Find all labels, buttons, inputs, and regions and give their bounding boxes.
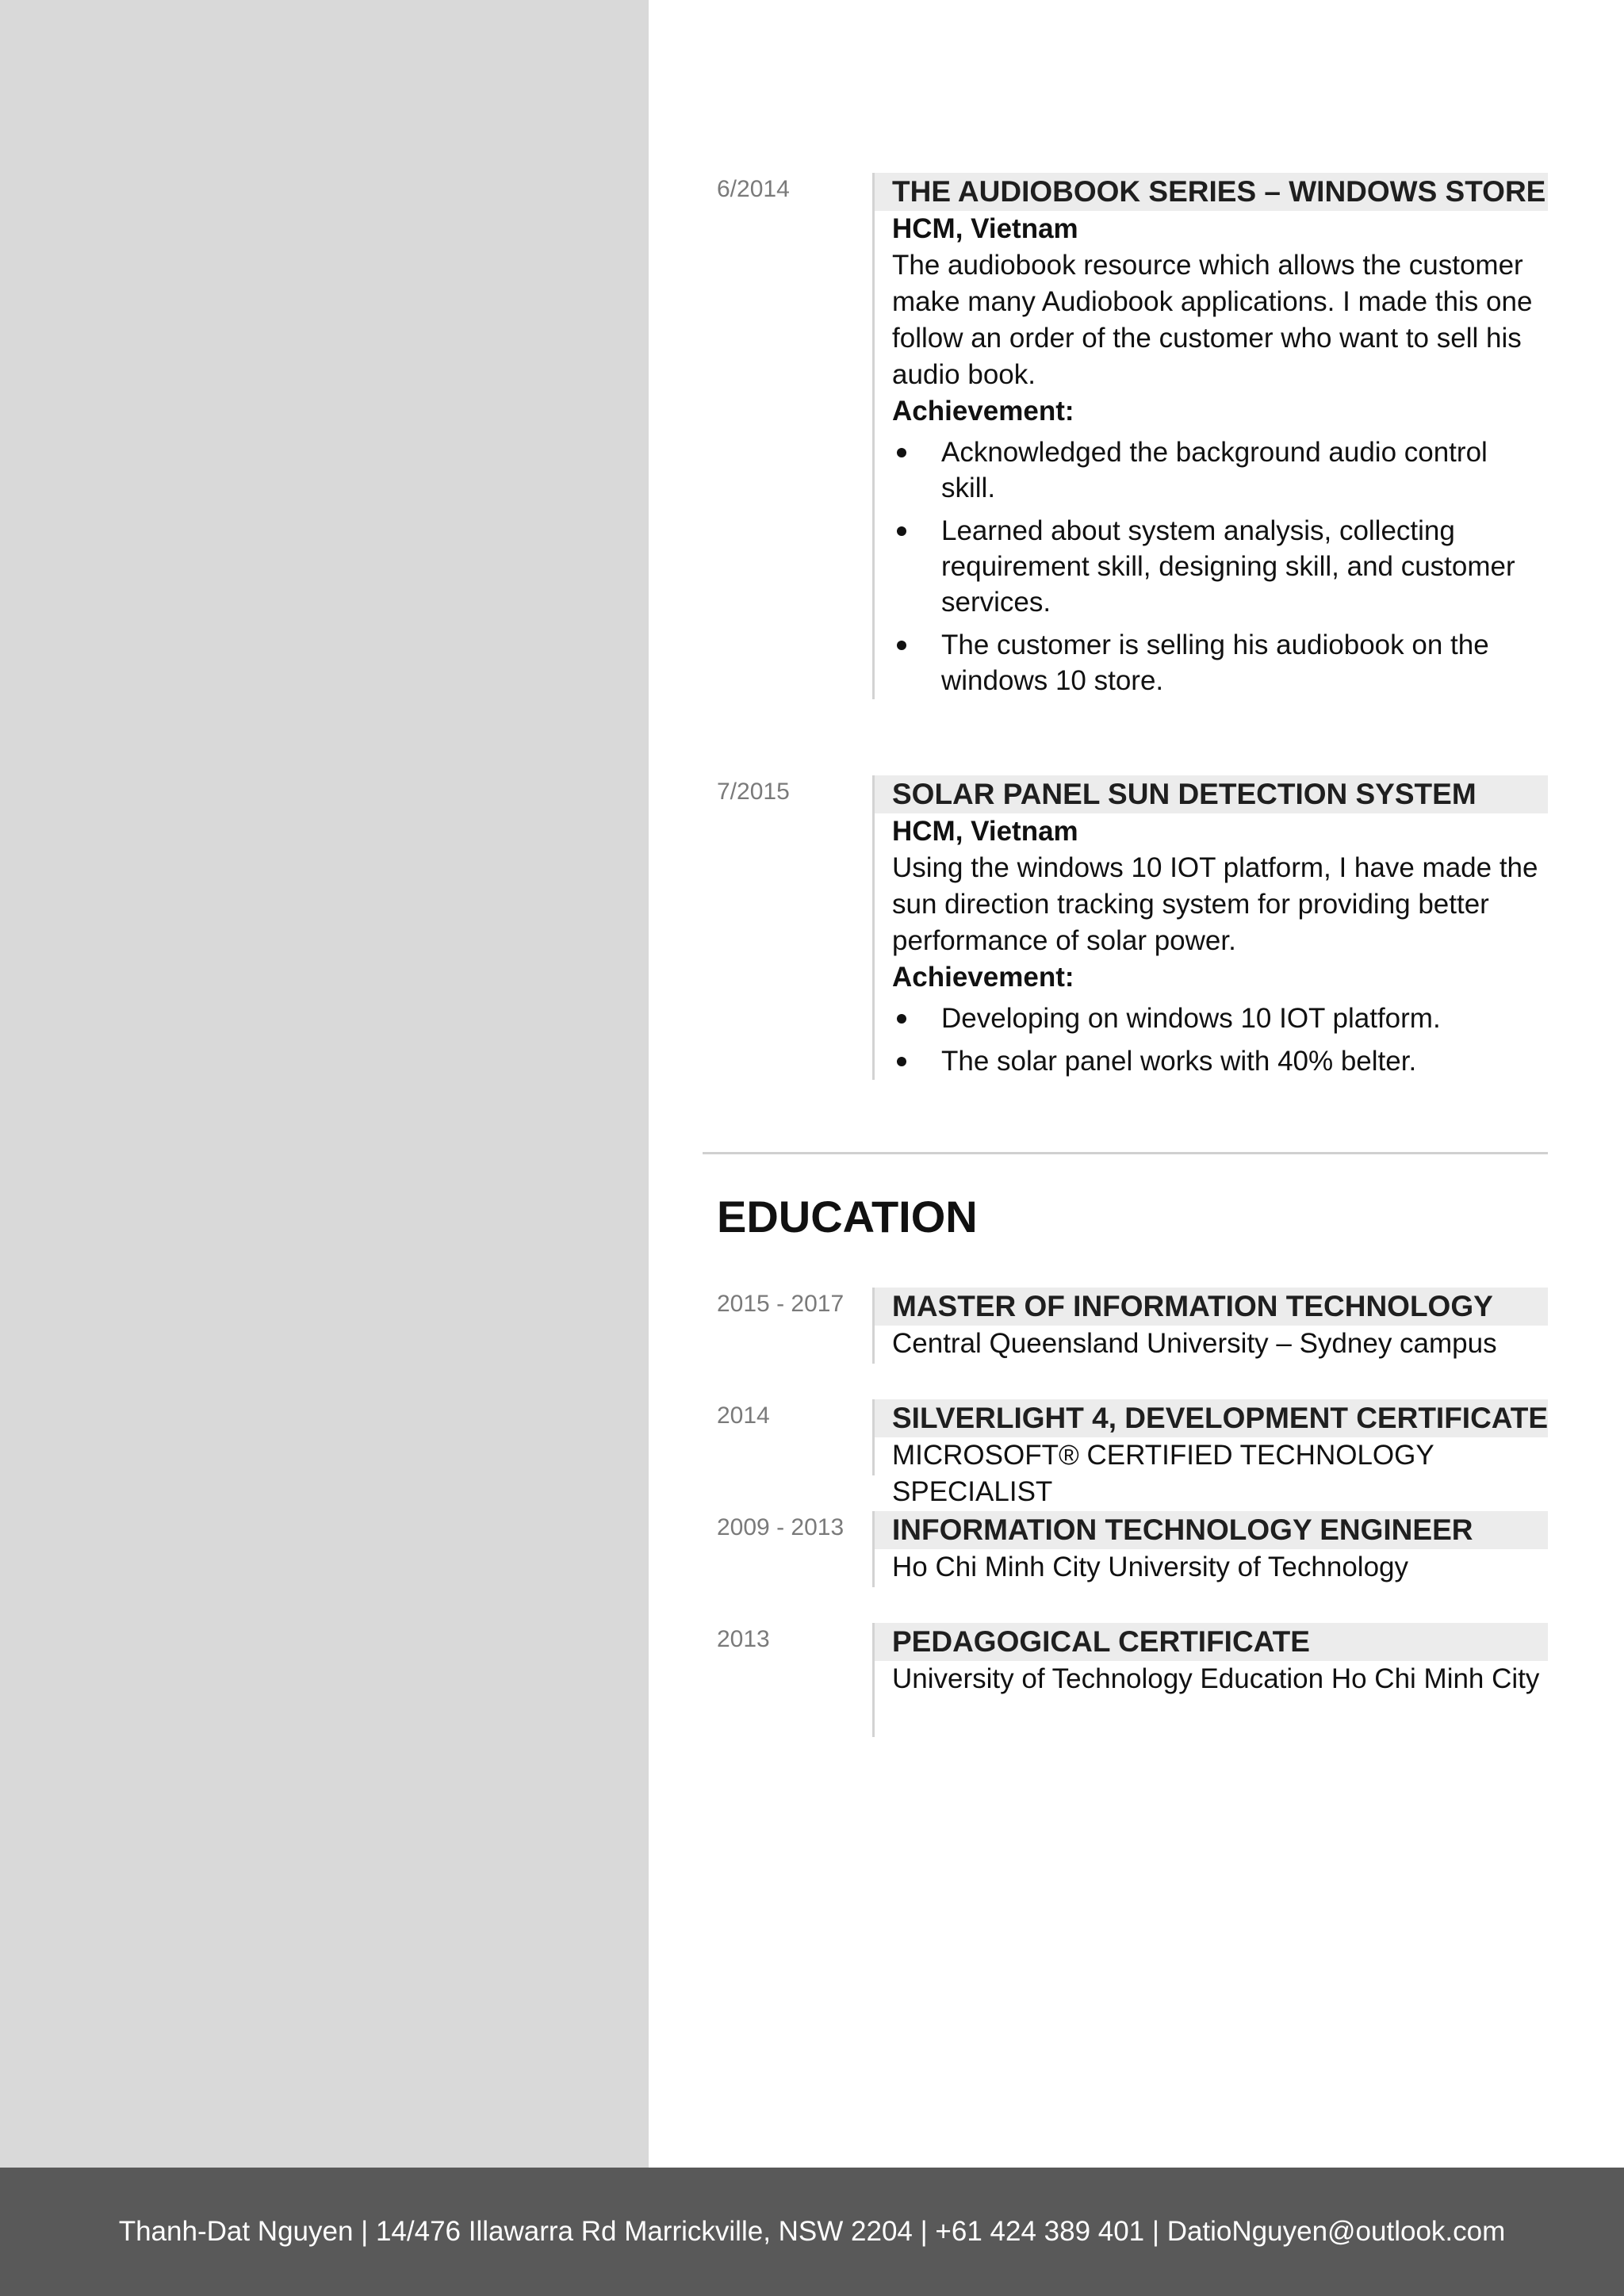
project-description-line: follow an order of the customer who want to sell his [892, 323, 1522, 354]
project-body [872, 775, 1548, 1080]
education-date: 2014 [717, 1402, 770, 1429]
achievement-item [892, 434, 1548, 506]
education-subtitle: University of Technology Education Ho Chi Minh City [892, 1663, 1540, 1694]
education-date: 2009 - 2013 [717, 1514, 845, 1540]
project-description-line: sun direction tracking system for providing better [892, 889, 1489, 920]
project-title: SOLAR PANEL SUN DETECTION SYSTEM [875, 775, 1548, 813]
education-title: SILVERLIGHT 4, DEVELOPMENT CERTIFICATE [875, 1399, 1548, 1437]
bullet-icon [897, 448, 906, 457]
section-divider [703, 1152, 1548, 1154]
education-body [872, 1623, 1548, 1737]
project-date: 6/2014 [717, 176, 790, 202]
project-location: HCM, Vietnam [892, 816, 1078, 847]
project-description-line: audio book. [892, 359, 1036, 390]
education-title: PEDAGOGICAL CERTIFICATE [875, 1623, 1548, 1661]
section-title-education: EDUCATION [717, 1192, 978, 1242]
education-body [872, 1511, 1548, 1587]
project-description-line: Using the windows 10 IOT platform, I have made the [892, 852, 1538, 883]
bullet-icon [897, 641, 906, 650]
project-date: 7/2015 [717, 779, 790, 805]
education-date: 2015 - 2017 [717, 1291, 845, 1317]
achievement-text: services. [941, 587, 1051, 618]
project-body [872, 173, 1548, 699]
achievement-label: Achievement: [892, 962, 1074, 993]
education-subtitle: Central Queensland University – Sydney campus [892, 1328, 1497, 1359]
education-subtitle: MICROSOFT® CERTIFIED TECHNOLOGY SPECIALIST [892, 1440, 1434, 1507]
project-description-line: The audiobook resource which allows the customer [892, 250, 1523, 281]
achievement-list [892, 1001, 1548, 1079]
bullet-icon [897, 1014, 906, 1024]
education-body [872, 1288, 1548, 1364]
project-title: THE AUDIOBOOK SERIES – WINDOWS STORE [875, 173, 1548, 211]
project-description-line: make many Audiobook applications. I made this one [892, 286, 1533, 317]
achievement-text: The customer is selling his audiobook on the [941, 629, 1489, 660]
education-title: INFORMATION TECHNOLOGY ENGINEER [875, 1511, 1548, 1549]
achievement-text: Developing on windows 10 IOT platform. [941, 1003, 1441, 1034]
achievement-text: The solar panel works with 40% belter. [941, 1046, 1417, 1077]
project-location: HCM, Vietnam [892, 213, 1078, 244]
contact-footer [0, 2168, 1624, 2296]
achievement-item [892, 513, 1548, 620]
achievement-item [892, 1001, 1548, 1036]
project-description-line: performance of solar power. [892, 925, 1236, 956]
achievement-text: windows 10 store. [941, 665, 1164, 696]
achievement-text: Acknowledged the background audio control [941, 437, 1488, 468]
contact-info: Thanh-Dat Nguyen | 14/476 Illawarra Rd Marrickville, NSW 2204 | +61 424 389 401 | DatioNguyen@outlook.com [118, 2216, 1506, 2247]
education-title: MASTER OF INFORMATION TECHNOLOGY [875, 1288, 1548, 1326]
achievement-item [892, 627, 1548, 698]
education-body [872, 1399, 1548, 1507]
achievement-text: requirement skill, designing skill, and customer [941, 551, 1515, 582]
sidebar-panel [0, 0, 649, 2168]
achievement-text: skill. [941, 473, 996, 503]
education-date: 2013 [717, 1626, 770, 1652]
achievement-item [892, 1043, 1548, 1079]
achievement-list [892, 434, 1548, 698]
achievement-label: Achievement: [892, 396, 1074, 427]
achievement-text: Learned about system analysis, collecting [941, 515, 1455, 546]
bullet-icon [897, 526, 906, 536]
bullet-icon [897, 1057, 906, 1066]
education-subtitle: Ho Chi Minh City University of Technology [892, 1552, 1409, 1582]
